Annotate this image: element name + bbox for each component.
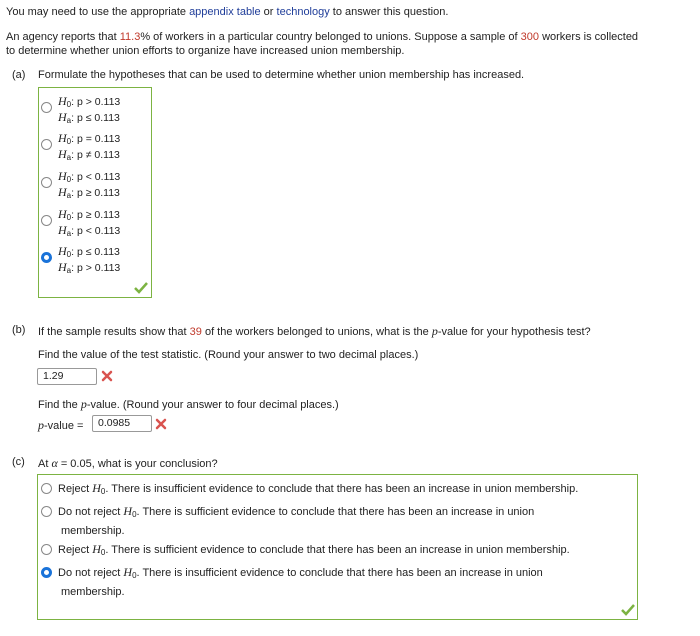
part-b-text: If the sample results show that	[38, 326, 190, 338]
part-c-text: = 0.05, what is your conclusion?	[57, 458, 218, 470]
instructions-text	[6, 6, 448, 18]
null-hypothesis: $H_0$: p ≤ 0.113	[58, 244, 120, 259]
part-b-text: of the workers belonged to unions, what is the	[201, 326, 432, 338]
null-hypothesis: $H_0$: p = 0.113	[58, 131, 121, 146]
percent-value: 11.3	[119, 31, 141, 43]
p-value-label-text: -value =	[44, 420, 84, 432]
union-count-value: 39	[189, 326, 202, 338]
problem-text: % of workers in a particular country belonged to unions. Suppose a sample of	[140, 31, 521, 43]
p-value-input[interactable]: 0.0985	[92, 415, 152, 432]
intro-text: or	[260, 6, 277, 18]
conclusion-radio-4[interactable]	[41, 567, 52, 578]
conclusion-option-text: Reject $H_0$. There is insufficient evidence to conclude that there has been an increase in union membership.	[58, 481, 579, 496]
null-hypothesis: $H_0$: p ≥ 0.113	[58, 207, 120, 222]
problem-text: workers is collected	[539, 31, 639, 43]
alternative-hypothesis: $H_a$: p ≥ 0.113	[58, 185, 120, 200]
problem-statement	[6, 31, 638, 43]
hypothesis-radio-2[interactable]	[41, 139, 52, 150]
part-c-label: (c)	[12, 456, 25, 468]
conclusion-option-text: Do not reject $H_0$. There is insufficient evidence to conclude that there has been an increase in union membership.	[58, 565, 543, 598]
conclusion-option-text: Do not reject $H_0$. There is sufficient evidence to conclude that there has been an increase in union membership.	[58, 504, 535, 537]
alternative-hypothesis: $H_a$: p > 0.113	[58, 260, 121, 275]
problem-text: An agency reports that	[6, 31, 120, 43]
technology-link[interactable]: technology	[276, 6, 330, 18]
hypothesis-radio-4[interactable]	[41, 215, 52, 226]
sample-size-value: 300	[520, 31, 540, 43]
part-b-label: (b)	[12, 324, 26, 336]
conclusion-option-text: Reject $H_0$. There is sufficient evidence to conclude that there has been an increase in union membership.	[58, 542, 570, 557]
alternative-hypothesis: $H_a$: p < 0.113	[58, 223, 121, 238]
intro-text: You may need to use the appropriate	[6, 6, 190, 18]
alternative-hypothesis: $H_a$: p ≤ 0.113	[58, 110, 120, 125]
problem-statement-line2: to determine whether union efforts to organize have increased union membership.	[6, 45, 405, 57]
hypothesis-radio-3[interactable]	[41, 177, 52, 188]
null-hypothesis: $H_0$: p > 0.113	[58, 94, 121, 109]
hypothesis-radio-5[interactable]	[41, 252, 52, 263]
p-value-prompt: Find the p-value. (Round your answer to four decimal places.)	[38, 397, 339, 411]
p-value-prompt-text: -value. (Round your answer to four decimal places.)	[86, 399, 339, 411]
alternative-hypothesis: $H_a$: p ≠ 0.113	[58, 147, 120, 162]
null-hypothesis: $H_0$: p < 0.113	[58, 169, 121, 184]
incorrect-x-icon	[154, 417, 168, 431]
test-statistic-input[interactable]: 1.29	[37, 368, 97, 385]
incorrect-x-icon	[100, 369, 114, 383]
conclusion-radio-1[interactable]	[41, 483, 52, 494]
hypothesis-radio-1[interactable]	[41, 102, 52, 113]
conclusion-radio-2[interactable]	[41, 506, 52, 517]
test-statistic-prompt: Find the value of the test statistic. (Round your answer to two decimal places.)	[38, 349, 419, 361]
part-c-question: At α = 0.05, what is your conclusion?	[38, 456, 218, 470]
p-value-label: p-value =	[38, 418, 84, 432]
part-b-question: If the sample results show that 39 of the workers belonged to unions, what is the p-value for your hypothesis test?	[38, 324, 591, 338]
part-b-text: -value for your hypothesis test?	[437, 326, 591, 338]
intro-text: to answer this question.	[329, 6, 449, 18]
conclusion-radio-3[interactable]	[41, 544, 52, 555]
correct-check-icon	[621, 604, 635, 616]
p-value-prompt-text: Find the	[38, 399, 81, 411]
part-a-label: (a)	[12, 69, 26, 81]
correct-check-icon	[134, 282, 148, 294]
part-a-question: Formulate the hypotheses that can be used to determine whether union membership has increased.	[38, 69, 525, 81]
part-c-text: At	[38, 458, 52, 470]
appendix-table-link[interactable]: appendix table	[189, 6, 261, 18]
